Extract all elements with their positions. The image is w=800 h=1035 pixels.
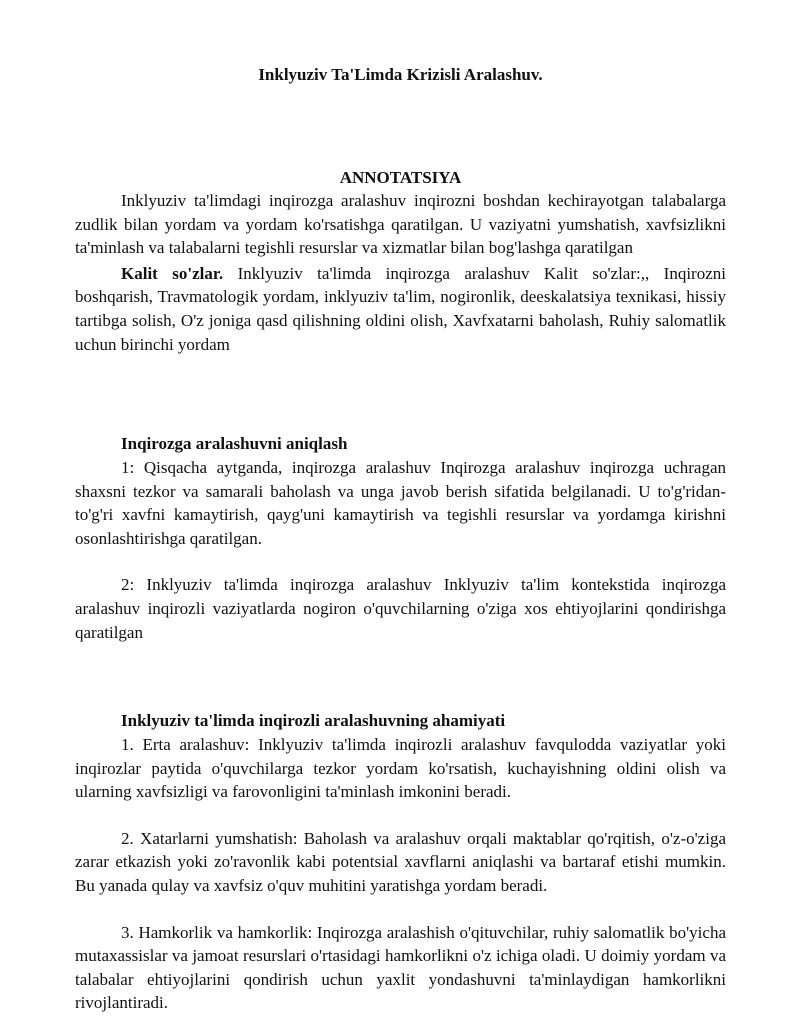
paragraph: 2: Inklyuziv ta'limda inqirozga aralashuv Inklyuziv ta'lim kontekstida inqirozga aralashuv inqirozli vaziyatlarda nogiron o'quvchilarning o'ziga xos ehtiyojlarini qondirishga qaratilgan <box>75 575 726 642</box>
paragraph: 2. Xatarlarni yumshatish: Baholash va aralashuv orqali maktablar qo'rqitish, o'z-o'ziga zarar etkazish yoki zo'ravonlik kabi potentsial xavflarni aniqlashi va bartaraf etishi mumkin. Bu yanada qulay va xavfsiz o'quv muhitini yaratishga yordam beradi. <box>75 828 726 895</box>
section-heading-definition: Inqirozga aralashuvni aniqlash <box>121 434 348 453</box>
section-importance <box>75 709 726 1015</box>
keywords-paragraph <box>75 262 726 356</box>
keywords-label: Kalit so'zlar. <box>121 263 224 283</box>
annotation-block <box>75 189 726 356</box>
paragraph: 1: Qisqacha aytganda, inqirozga aralashuv Inqirozga aralashuv inqirozga uchragan shaxsni tezkor va samarali baholash va unga javob berish sifatida belgilanadi. U to'g'ridan-to'g'ri xavfni kamaytirish, qayg'uni kamaytirish va tegishli resurslar va yordamga kirishni osonlashtirishga qaratilgan. <box>75 458 726 548</box>
annotation-text: Inklyuziv ta'limdagi inqirozga aralashuv inqirozni boshdan kechirayotgan talabalarga zudlik bilan yordam va yordam ko'rsatishga qaratilgan. U vaziyatni yumshatish, xavfsizlikni ta'minlash va talabalarni tegishli resurslar va xizmatlar bilan bog'lashga qaratilgan <box>75 191 726 258</box>
document-title: Inklyuziv Ta'Limda Krizisli Aralashuv. <box>258 65 543 84</box>
annotation-heading: ANNOTATSIYA <box>339 168 462 187</box>
section-definition <box>75 432 726 644</box>
paragraph: 3. Hamkorlik va hamkorlik: Inqirozga aralashish o'qituvchilar, ruhiy salomatlik bo'yicha mutaxassislar va jamoat resurslari o'rtasidagi hamkorlikni o'z ichiga oladi. U doimiy yordam va talabalar ehtiyojlarini qondirish uchun yaxlit yondashuvni ta'minlaydigan hamkorlikni rivojlantiradi. <box>75 922 726 1013</box>
paragraph: 1. Erta aralashuv: Inklyuziv ta'limda inqirozli aralashuv favqulodda vaziyatlar yoki inqirozlar paytida o'quvchilarga tezkor yordam ko'rsatish, kuchayishning oldini olish va ularning xavfsizligi va farovonligini ta'minlash imkonini beradi. <box>75 735 726 802</box>
section-heading-importance: Inklyuziv ta'limda inqirozli aralashuvning ahamiyati <box>121 711 506 730</box>
keywords-text: Inklyuziv ta'limda inqirozga aralashuv Kalit so'zlar:,, Inqirozni boshqarish, Travmatologik yordam, inklyuziv ta'lim, nogironlik, deeskalatsiya texnikasi, hissiy tartibga solish, O'z joniga qasd qilishning oldini olish, Xavfxatarni baholash, Ruhiy salomatlik uchun birinchi yordam <box>75 263 726 354</box>
